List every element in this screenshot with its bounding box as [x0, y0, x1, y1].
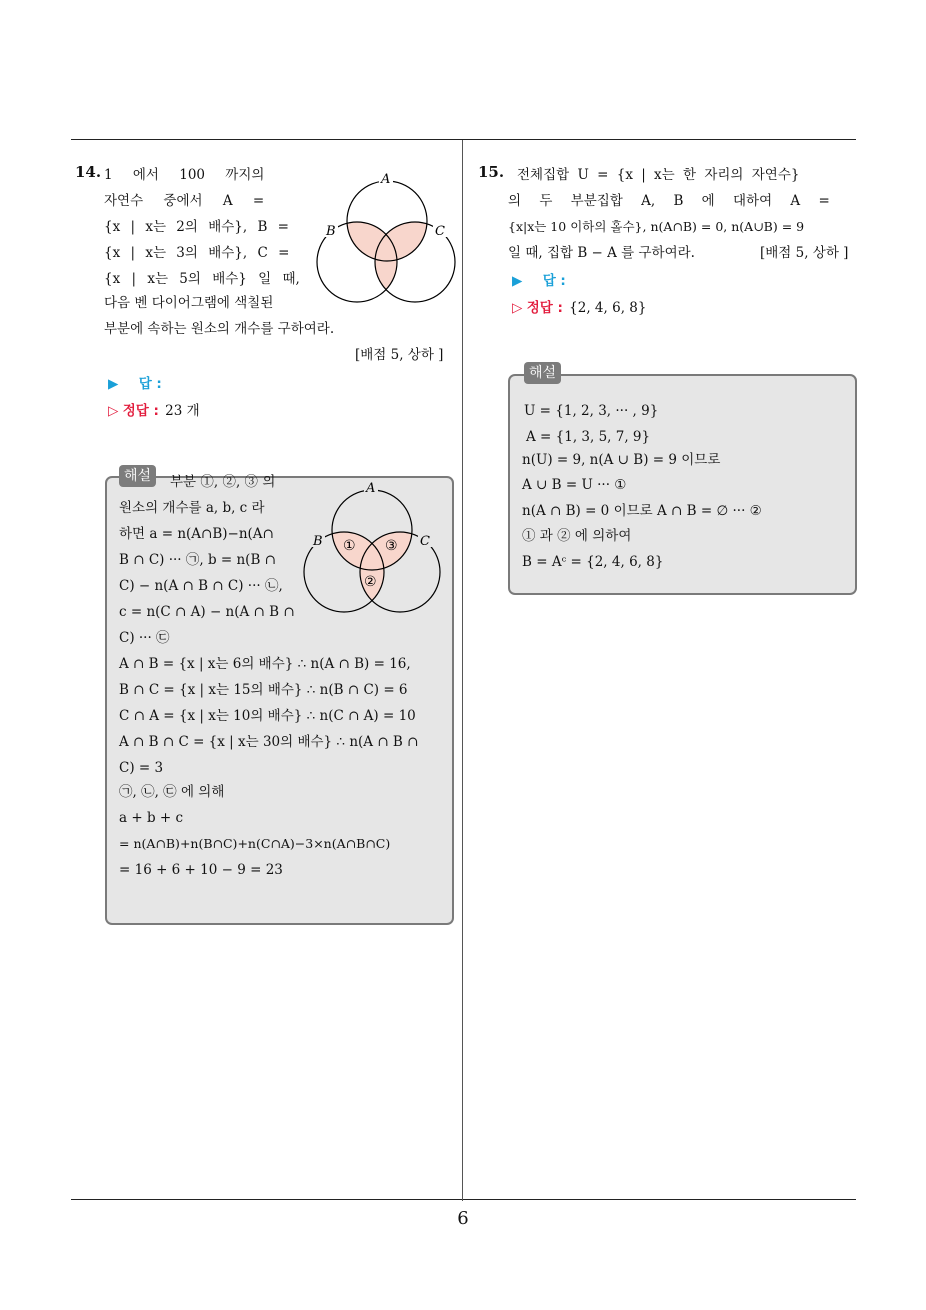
- q14-exp-line-6: c = n(C ∩ A) − n(A ∩ B ∩: [119, 604, 295, 620]
- q15-correct-label: 정답 :: [526, 300, 563, 316]
- q14-points: [배점 5, 상하 ]: [355, 347, 444, 363]
- q14-explanation-tag: 해설: [119, 465, 156, 487]
- q14-line-1: 1 에서 100 까지의: [104, 167, 265, 183]
- q14-exp-line-3: 하면 a = n(A∩B)−n(A∩: [119, 526, 274, 542]
- column-divider: [462, 140, 463, 1201]
- q14-exp-line-8: A ∩ B = {x | x는 6의 배수} ∴ n(A ∩ B) = 16,: [119, 656, 411, 672]
- region-2-label: ②: [364, 574, 377, 590]
- q14-exp-line-12: C) = 3: [119, 760, 164, 776]
- q15-correct-value: {2, 4, 6, 8}: [569, 300, 647, 316]
- q14-line-7: 부분에 속하는 원소의 개수를 구하여라.: [104, 321, 335, 337]
- q14-exp-line-11: A ∩ B ∩ C = {x | x는 30의 배수} ∴ n(A ∩ B ∩: [119, 734, 419, 750]
- q14-exp-line-15: = n(A∩B)+n(B∩C)+n(C∩A)−3×n(A∩B∩C): [119, 836, 391, 851]
- q15-line-2: 의 두 부분집합 A, B 에 대하여 A =: [508, 193, 830, 209]
- q14-answer-label: 답 :: [138, 376, 162, 392]
- q15-exp-line-6: ① 과 ② 에 의하여: [522, 528, 632, 544]
- q15-correct-row: [512, 298, 646, 318]
- q15-exp-line-3: n(U) = 9, n(A ∪ B) = 9 이므로: [522, 452, 721, 468]
- q15-line-1: 전체집합 U = {x | x는 한 자리의 자연수}: [517, 167, 800, 183]
- bottom-rule: [71, 1199, 856, 1200]
- page-number: 6: [457, 1208, 469, 1229]
- q14-line-6: 다음 벤 다이어그램에 색칠된: [104, 295, 274, 311]
- exp-venn-label-a: A: [366, 481, 376, 496]
- q15-answer-row: [512, 271, 566, 291]
- venn-label-a: A: [381, 172, 391, 187]
- q14-venn-diagram: [305, 165, 460, 305]
- exp-venn-label-b: B: [313, 534, 323, 549]
- q14-exp-line-9: B ∩ C = {x | x는 15의 배수} ∴ n(B ∩ C) = 6: [119, 682, 408, 698]
- q14-exp-line-5: C) − n(A ∩ B ∩ C) ··· ㉡,: [119, 578, 283, 594]
- outline-triangle-icon: ▷: [512, 300, 523, 316]
- q14-exp-line-14: a + b + c: [119, 810, 184, 826]
- q14-exp-line-10: C ∩ A = {x | x는 10의 배수} ∴ n(C ∩ A) = 10: [119, 708, 416, 724]
- q14-exp-line-4: B ∩ C) ··· ㉠, b = n(B ∩: [119, 552, 276, 568]
- question-15-number: 15.: [478, 163, 505, 181]
- q14-exp-line-1: 부분 ①, ②, ③ 의: [170, 474, 276, 490]
- exp-venn-label-c: C: [420, 534, 430, 549]
- q15-answer-label: 답 :: [542, 273, 566, 289]
- q14-line-2: 자연수 중에서 A =: [104, 193, 265, 209]
- q14-line-5: {x | x는 5의 배수} 일 때,: [104, 271, 300, 287]
- q15-line-3: {x|x는 10 이하의 홀수}, n(A∩B) = 0, n(A∪B) = 9: [508, 219, 805, 234]
- play-icon: ▶: [512, 273, 523, 289]
- venn-label-b: B: [326, 224, 336, 239]
- q14-exp-line-16: = 16 + 6 + 10 − 9 = 23: [119, 862, 283, 878]
- q15-explanation-tag: 해설: [524, 362, 561, 384]
- region-1-label: ①: [343, 538, 356, 554]
- q14-exp-line-13: ㉠, ㉡, ㉢ 에 의해: [119, 784, 225, 800]
- q14-exp-line-2: 원소의 개수를 a, b, c 라: [119, 500, 265, 516]
- q15-line-4: 일 때, 집합 B − A 를 구하여라.: [508, 245, 695, 261]
- q14-answer-row: [108, 374, 162, 394]
- q14-correct-value: 23 개: [165, 403, 200, 419]
- venn-label-c: C: [435, 224, 445, 239]
- top-rule: [71, 139, 856, 140]
- q14-explanation-venn-diagram: [300, 478, 450, 616]
- q14-correct-row: [108, 401, 200, 421]
- question-14-number: 14.: [75, 163, 102, 181]
- region-3-label: ③: [385, 538, 398, 554]
- q15-exp-line-7: B = Aᶜ = {2, 4, 6, 8}: [522, 554, 664, 570]
- q15-exp-line-1: U = {1, 2, 3, ··· , 9}: [524, 403, 659, 419]
- q14-exp-line-7: C) ··· ㉢: [119, 630, 170, 646]
- q14-line-4: {x | x는 3의 배수}, C =: [104, 245, 290, 261]
- q14-correct-label: 정답 :: [122, 403, 159, 419]
- q15-points: [배점 5, 상하 ]: [760, 245, 849, 261]
- q15-exp-line-2: A = {1, 3, 5, 7, 9}: [526, 429, 651, 445]
- q15-exp-line-4: A ∪ B = U ··· ①: [522, 477, 627, 493]
- q15-exp-line-5: n(A ∩ B) = 0 이므로 A ∩ B = ∅ ··· ②: [522, 503, 762, 519]
- play-icon: ▶: [108, 376, 119, 392]
- q14-line-3: {x | x는 2의 배수}, B =: [104, 219, 289, 235]
- outline-triangle-icon: ▷: [108, 403, 119, 419]
